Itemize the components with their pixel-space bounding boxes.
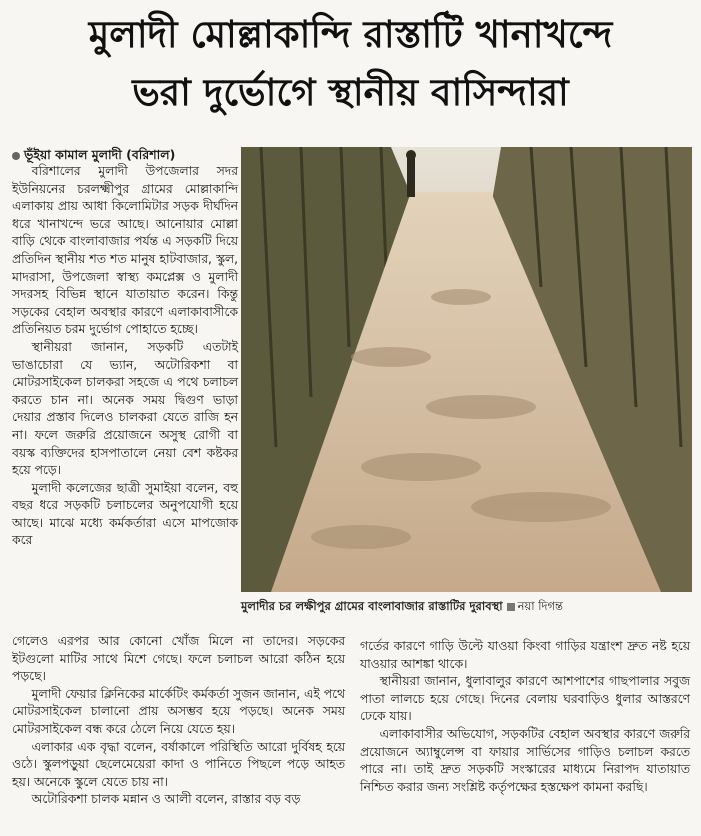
- bullet-icon: [12, 152, 20, 160]
- article-column-left: [12, 163, 238, 550]
- paragraph: এলাকার এক বৃদ্ধা বলেন, বর্ষাকালে পরিস্থিতি আরো দুর্বিষহ হয়ে ওঠে। স্কুলপড়ুয়া ছেলেমেয়েরা কাদা ও পানিতে পিছলে পড়ে আহত হয়। অনেকে স্কুলে যেতে চায় না।: [12, 739, 345, 789]
- paragraph: মুলাদী ফেয়ার ক্লিনিকের মার্কেটিং কর্মকর্তা সুজন জানান, এই পথে মোটরসাইকেল চালানো প্রায় অসম্ভব হয়ে পড়ছে। অনেক সময় মোটরসাইকেল বন্ধ করে ঠেলে নিয়ে যেতে হয়।: [12, 686, 345, 736]
- headline: [0, 6, 701, 122]
- paragraph: গর্তের কারণে গাড়ি উল্টে যাওয়া কিংবা গাড়ির যন্ত্রাংশ দ্রুত নষ্ট হয়ে যাওয়ার আশঙ্কা থাকে।: [360, 639, 690, 671]
- paragraph: এলাকাবাসীর অভিযোগ, সড়কটির বেহাল অবস্থার কারণে জরুরি প্রয়োজনে অ্যাম্বুলেন্স বা ফায়ার সার্ভিসের গাড়িও চলাচল করতে পারে না। তাই দ্রুত সড়কটি সংস্কারের মাধ্যমে নিরাপদ যাতায়াত নিশ্চিত করার জন্য সংশ্লিষ্ট কর্তৃপক্ষের হস্তক্ষেপ কামনা করছি।: [360, 726, 690, 794]
- paragraph: মুলাদী কলেজের ছাত্রী সুমাইয়া বলেন, বহু বছর ধরে সড়কটি চলাচলের অনুপযোগী হয়ে আছে। মাঝে মধ্যে কর্মকর্তারা এসে মাপজোক করে: [12, 480, 238, 548]
- paragraph: স্থানীয়রা জানান, ধুলাবালুর কারণে আশপাশের গাছপালার সবুজ পাতা লালচে হয়ে গেছে। দিনের বেলায় ঘরবাড়িও ধুলার আস্তরণে ঢেকে যায়।: [360, 674, 690, 724]
- paragraph: গেলেও এরপর আর কোনো খোঁজ মিলে না তাদের। সড়কের ইটগুলো মাটির সাথে মিশে গেছে। ফলে চলাচল আরো কঠিন হয়ে পড়ছে।: [12, 634, 345, 684]
- photo-credit: নয়া দিগন্ত: [517, 599, 563, 613]
- photo-caption: [241, 598, 692, 617]
- article-column-bottom-left: [12, 633, 345, 809]
- headline-line-1: মুলাদী মোল্লাকান্দি রাস্তাটি খানাখন্দে: [88, 13, 613, 56]
- road-photo-illustration: [241, 147, 692, 592]
- article-column-right: [360, 638, 690, 796]
- paragraph: স্থানীয়রা জানান, সড়কটি এতটাই ভাঙাচোরা যে ভ্যান, অটোরিকশা বা মোটরসাইকেল চালকরা সহজে এ পথে চলাচল করতে চান না। অনেক সময় দ্বিগুণ ভাড়া দেয়ার প্রস্তাব দিলেও চালকরা যেতে রাজি হন না। ফলে জরুরি প্রয়োজনে অসুস্থ রোগী বা বয়স্ক ব্যক্তিদের হাসপাতালে নেয়া বেশ কষ্টকর হয়ে পড়ে।: [12, 339, 238, 478]
- square-icon: [507, 603, 515, 611]
- photo-caption-text: মুলাদীর চর লক্ষীপুর গ্রামের বাংলাবাজার রাস্তাটির দুরাবস্থা: [241, 599, 503, 613]
- paragraph: অটোরিকশা চালক মন্নান ও আলী বলেন, রাস্তার বড় বড়: [31, 792, 301, 807]
- road-photo: [241, 147, 692, 592]
- paragraph: বরিশালের মুলাদী উপজেলার সদর ইউনিয়নের চরলক্ষ্মীপুর গ্রামের মোল্লাকান্দি এলাকায় প্রায় আধা কিলোমিটার সড়ক দীর্ঘদিন ধরে খানাখন্দে ভরে আছে। আনোয়ার মোল্লা বাড়ি থেকে বাংলাবাজার পর্যন্ত এ সড়কটি দিয়ে প্রতিদিন স্থানীয় শত শত মানুষ হাটবাজার, স্কুল, মাদরাসা, উপজেলা স্বাস্থ্য কমপ্লেক্স ও মুলাদী সদরসহ বিভিন্ন স্থানে যাতায়াত করেন। কিন্তু সড়কের বেহাল অবস্থার কারণে এলাকাবাসীকে প্রতিনিয়ত চরম দুর্ভোগ পোহাতে হচ্ছে।: [12, 164, 238, 337]
- byline-text: ভূঁইয়া কামাল মুলাদী (বরিশাল): [24, 147, 176, 162]
- headline-line-2: ভরা দুর্ভোগে স্থানীয় বাসিন্দারা: [132, 71, 569, 114]
